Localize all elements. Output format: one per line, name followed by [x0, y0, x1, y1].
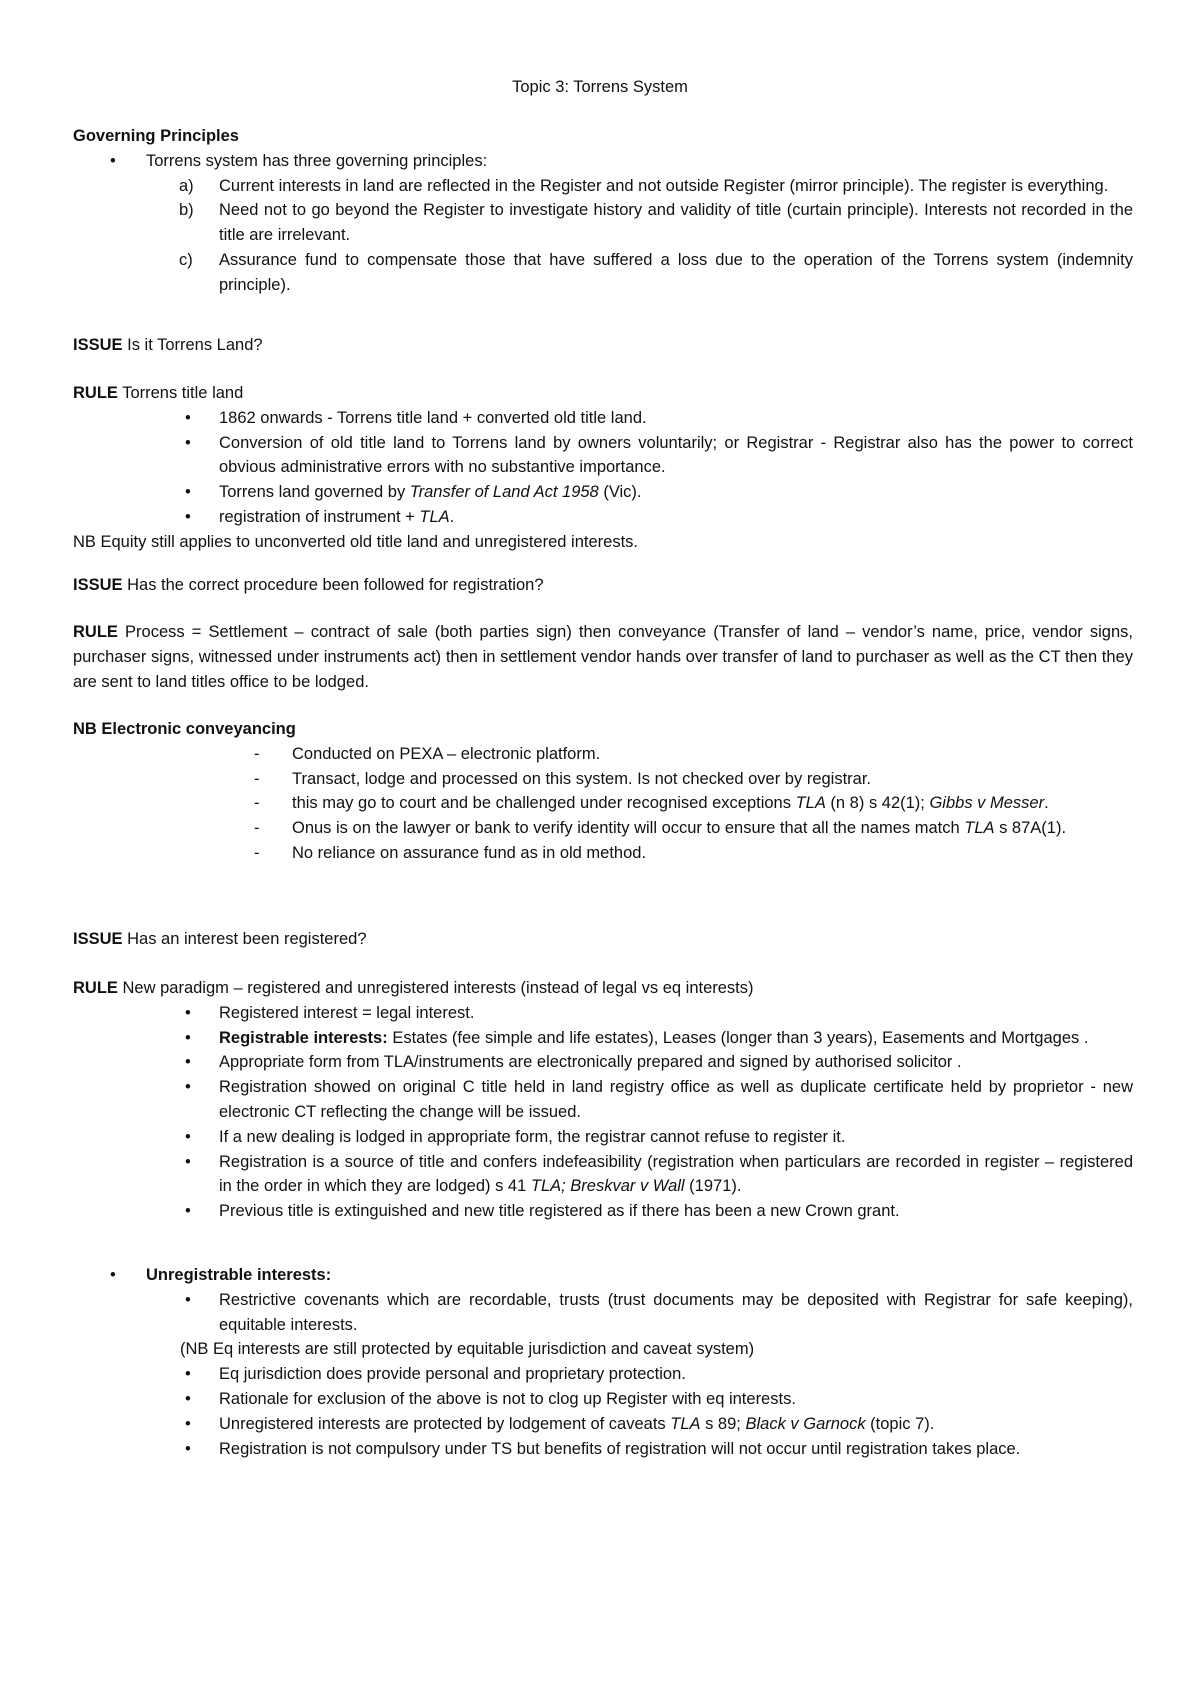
- governing-principles-section: [73, 124, 1133, 298]
- electronic-conveyancing-list: [73, 742, 1133, 866]
- rule-label: RULE: [73, 623, 118, 641]
- electronic-conveyancing-heading: NB Electronic conveyancing: [73, 720, 296, 738]
- list-item: • Registration showed on original C title held in land registry office as well as duplicate certificate held by proprietor - new electronic CT reflecting the change will be issued.: [73, 1075, 1133, 1125]
- issue-text: Has the correct procedure been followed for registration?: [122, 576, 544, 594]
- rule-label: RULE: [73, 384, 118, 402]
- list-item: • Registered interest = legal interest.: [73, 1001, 1133, 1026]
- list-item: • Unregistered interests are protected by lodgement of caveats TLA s 89; Black v Garnock (topic 7).: [73, 1412, 1133, 1437]
- rule-new-paradigm: [73, 976, 1133, 1224]
- registered-interests-list: [73, 1001, 1133, 1224]
- list-item: - Conducted on PEXA – electronic platform.: [73, 742, 1133, 767]
- list-item: • 1862 onwards - Torrens title land + converted old title land.: [73, 406, 1133, 431]
- list-item: • Restrictive covenants which are recordable, trusts (trust documents may be deposited with Registrar for safe keeping), equitable interests.: [73, 1288, 1133, 1338]
- list-item: • Conversion of old title land to Torrens land by owners voluntarily; or Registrar - Registrar also has the power to correct obvious administrative errors with no substantive importance.: [73, 431, 1133, 481]
- unregistrable-interests-section: [73, 1263, 1133, 1461]
- list-item: • Appropriate form from TLA/instruments are electronically prepared and signed by authorised solicitor .: [73, 1050, 1133, 1075]
- eq-interests-note: (NB Eq interests are still protected by equitable jurisdiction and caveat system): [180, 1340, 755, 1359]
- unregistrable-list: [73, 1288, 1133, 1338]
- rule-process: [73, 620, 1133, 694]
- list-item: • registration of instrument + TLA.: [73, 505, 1133, 530]
- issue-procedure: [73, 573, 1133, 598]
- principle-item-b: b) Need not to go beyond the Register to investigate history and validity of title (curtain principle). Interests not recorded in the title are irrelevant.: [179, 201, 1133, 245]
- list-item: - No reliance on assurance fund as in old method.: [73, 841, 1133, 866]
- unregistrable-heading: • Unregistrable interests:: [73, 1263, 1133, 1288]
- list-item: • Rationale for exclusion of the above is not to clog up Register with eq interests.: [73, 1387, 1133, 1412]
- list-item: • Eq jurisdiction does provide personal and proprietary protection.: [73, 1362, 1133, 1387]
- rule-text: Process = Settlement – contract of sale (both parties sign) then conveyance (Transfer of land – vendor’s name, price, vendor signs, purchaser signs, witnessed under instruments act) then in settlement vendor hands over transfer of land to purchaser as well as the CT then they are sent to land titles office to be lodged.: [73, 623, 1133, 691]
- principle-item-a: a) Current interests in land are reflected in the Register and not outside Register (mirror principle). The register is everything.: [179, 176, 1109, 195]
- issue-text: Has an interest been registered?: [122, 930, 367, 948]
- unregistrable-heading-list: [73, 1263, 1133, 1288]
- electronic-conveyancing-section: [73, 717, 1133, 866]
- list-item: • Torrens land governed by Transfer of Land Act 1958 (Vic).: [73, 480, 1133, 505]
- rule-torrens-title-land: [73, 381, 1133, 555]
- issue-label: ISSUE: [73, 576, 123, 594]
- rule-text: Torrens title land: [117, 384, 244, 402]
- list-item: - Transact, lodge and processed on this system. Is not checked over by registrar.: [73, 767, 1133, 792]
- document-title: Topic 3: Torrens System: [512, 78, 688, 96]
- list-item: - Onus is on the lawyer or bank to verify identity will occur to ensure that all the names match TLA s 87A(1).: [73, 816, 1133, 841]
- governing-bullet: • Torrens system has three governing principles:: [73, 149, 1133, 174]
- rule-label: RULE: [73, 979, 118, 997]
- issue-torrens-land: [73, 333, 1133, 358]
- list-item: • If a new dealing is lodged in appropriate form, the registrar cannot refuse to register it.: [73, 1125, 1133, 1150]
- unregistrable-list-continued: [73, 1362, 1133, 1461]
- issue-label: ISSUE: [73, 930, 123, 948]
- issue-interest-registered: [73, 927, 1133, 952]
- list-item: • Registration is not compulsory under TS but benefits of registration will not occur until registration takes place.: [73, 1437, 1133, 1462]
- governing-principles-list: [73, 174, 1133, 298]
- list-item: - this may go to court and be challenged under recognised exceptions TLA (n 8) s 42(1); Gibbs v Messer.: [73, 791, 1133, 816]
- issue-label: ISSUE: [73, 336, 123, 354]
- governing-bullets: [73, 149, 1133, 174]
- issue-text: Is it Torrens Land?: [122, 336, 263, 354]
- governing-principles-heading: Governing Principles: [73, 127, 239, 145]
- list-item: • Registration is a source of title and confers indefeasibility (registration when particulars are recorded in register – registered in the order in which they are lodged) s 41 TLA; Breskvar v Wall (1971).: [73, 1150, 1133, 1200]
- rule-torrens-bullets: [73, 406, 1133, 530]
- nb-equity-note: NB Equity still applies to unconverted old title land and unregistered interests.: [73, 532, 638, 551]
- list-item: • Previous title is extinguished and new title registered as if there has been a new Crown grant.: [73, 1199, 1133, 1224]
- principle-item-c: c) Assurance fund to compensate those that have suffered a loss due to the operation of the Torrens system (indemnity principle).: [179, 250, 1133, 294]
- rule-text: New paradigm – registered and unregistered interests (instead of legal vs eq interests): [117, 979, 754, 997]
- list-item: • Registrable interests: Estates (fee simple and life estates), Leases (longer than 3 years), Easements and Mortgages .: [73, 1026, 1133, 1051]
